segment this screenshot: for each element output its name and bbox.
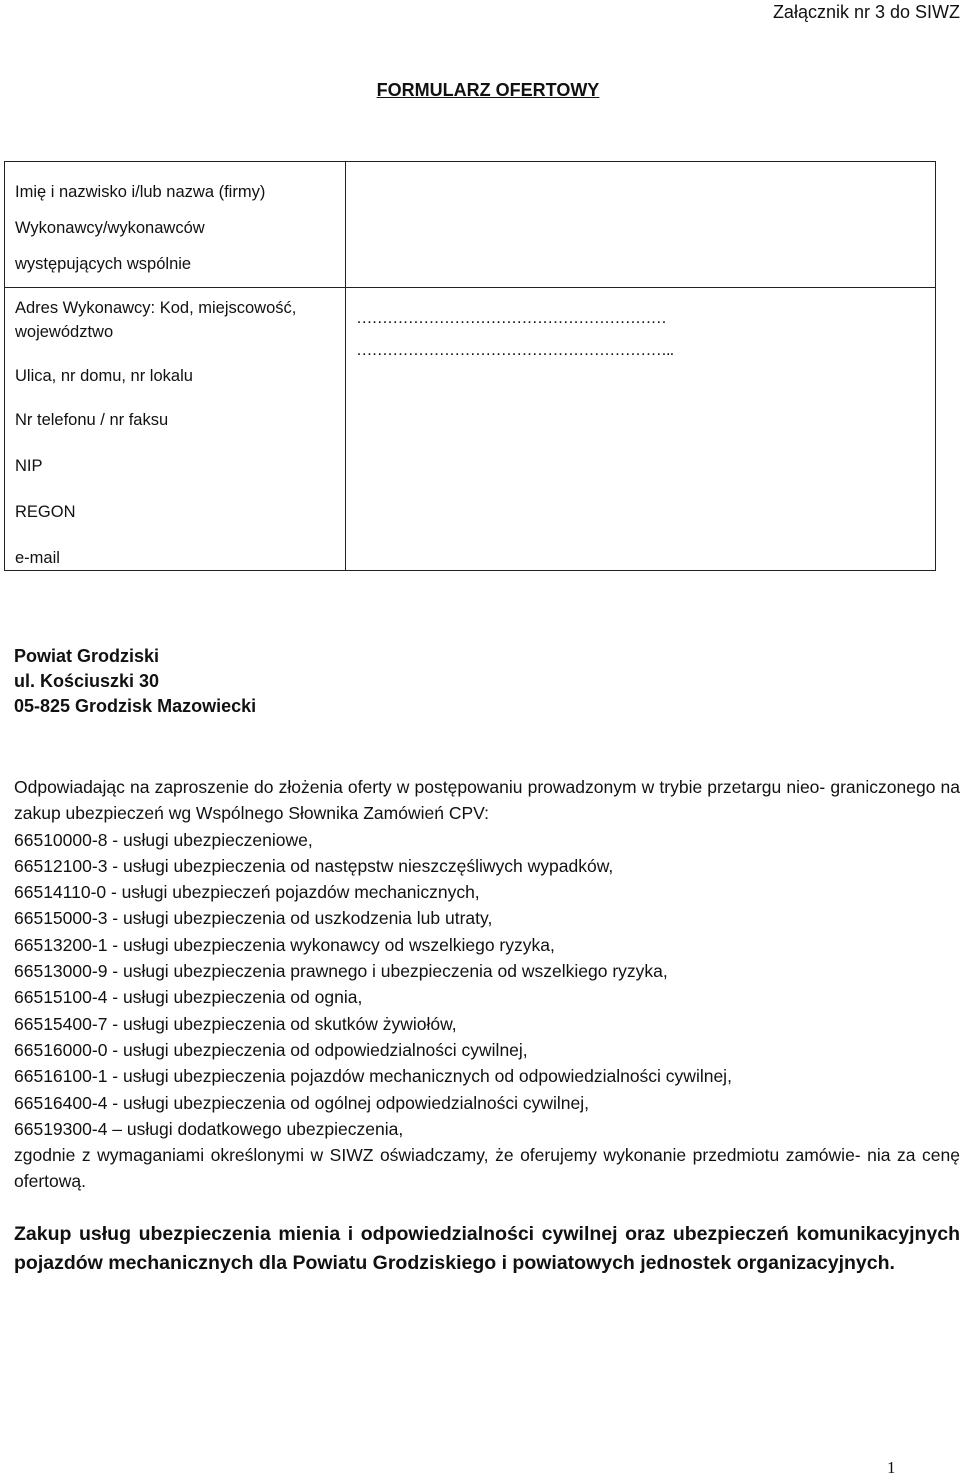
addressee-line: Powiat Grodziski xyxy=(14,646,160,666)
contractor-name-row xyxy=(5,162,936,288)
contractor-name-field[interactable] xyxy=(346,162,936,288)
contractor-name-label-line: Wykonawcy/wykonawców xyxy=(15,219,205,237)
contractor-details-table xyxy=(4,161,936,571)
email-label: e-mail xyxy=(15,549,60,567)
offer-body xyxy=(14,774,960,1195)
addressee-line: ul. Kościuszki 30 xyxy=(14,671,160,691)
contractor-address-field[interactable] xyxy=(346,288,936,571)
cpv-line: 66516100-1 - usługi ubezpieczenia pojazdów mechanicznych od odpowiedzialności cywilnej, xyxy=(14,1066,732,1087)
attachment-label: Załącznik nr 3 do SIWZ xyxy=(772,2,960,22)
regon-label: REGON xyxy=(15,503,76,521)
cpv-line: 66512100-3 - usługi ubezpieczenia od następstw nieszczęśliwych wypadków, xyxy=(14,855,614,876)
contractor-name-label-line: Imię i nazwisko i/lub nazwa (firmy) xyxy=(15,183,266,201)
contractor-address-label-cell xyxy=(5,288,346,571)
cpv-line: 66516000-0 - usługi ubezpieczenia od odpowiedzialności cywilnej, xyxy=(14,1039,528,1060)
form-title: FORMULARZ OFERTOWY xyxy=(376,80,600,100)
cpv-line: 66519300-4 – usługi dodatkowego ubezpieczenia, xyxy=(14,1118,404,1139)
intro-paragraph: Odpowiadając na zaproszenie do złożenia oferty w postępowaniu prowadzonym w trybie przetargu nieo- graniczonego na zakup ubezpieczeń wg Wspólnego Słownika Zamówień CPV: xyxy=(14,777,960,824)
page-number: 1 xyxy=(887,1458,896,1477)
contractor-name-label-cell xyxy=(5,162,346,288)
address-dotted-line: …………………………………………………… xyxy=(356,309,666,327)
contractor-name-label-line: występujących wspólnie xyxy=(15,255,192,273)
phone-fax-label: Nr telefonu / nr faksu xyxy=(15,411,169,429)
cpv-line: 66513200-1 - usługi ubezpieczenia wykonawcy od wszelkiego ryzyka, xyxy=(14,934,555,955)
closing-paragraph: zgodnie z wymaganiami określonymi w SIWZ oświadczamy, że oferujemy wykonanie przedmiotu zamówie- nia za cenę ofertową. xyxy=(14,1145,960,1192)
cpv-line: 66514110-0 - usługi ubezpieczeń pojazdów mechanicznych, xyxy=(14,882,480,903)
cpv-line: 66513000-9 - usługi ubezpieczenia prawnego i ubezpieczenia od wszelkiego ryzyka, xyxy=(14,961,668,982)
nip-label: NIP xyxy=(15,457,43,475)
cpv-line: 66516400-4 - usługi ubezpieczenia od ogólnej odpowiedzialności cywilnej, xyxy=(14,1092,589,1113)
addressee-line: 05-825 Grodzisk Mazowiecki xyxy=(14,696,257,716)
cpv-line: 66515000-3 - usługi ubezpieczenia od uszkodzenia lub utraty, xyxy=(14,908,493,929)
voivodeship-label: województwo xyxy=(15,323,114,341)
cpv-line: 66515100-4 - usługi ubezpieczenia od ognia, xyxy=(14,987,363,1008)
cpv-line: 66515400-7 - usługi ubezpieczenia od skutków żywiołów, xyxy=(14,1013,457,1034)
street-label: Ulica, nr domu, nr lokalu xyxy=(15,367,193,385)
procurement-subject: Zakup usług ubezpieczenia mienia i odpowiedzialności cywilnej oraz ubezpieczeń komunikacyjnych pojazdów mechanicznych dla Powiatu Grodziskiego i powiatowych jednostek organizacyjnych. xyxy=(14,1223,960,1274)
cpv-line: 66510000-8 - usługi ubezpieczeniowe, xyxy=(14,829,313,850)
contractor-address-row xyxy=(5,288,936,571)
address-dotted-line: …………………………………………………….. xyxy=(356,341,674,359)
addressee-block xyxy=(14,644,256,719)
address-label-line: Adres Wykonawcy: Kod, miejscowość, xyxy=(15,299,297,317)
